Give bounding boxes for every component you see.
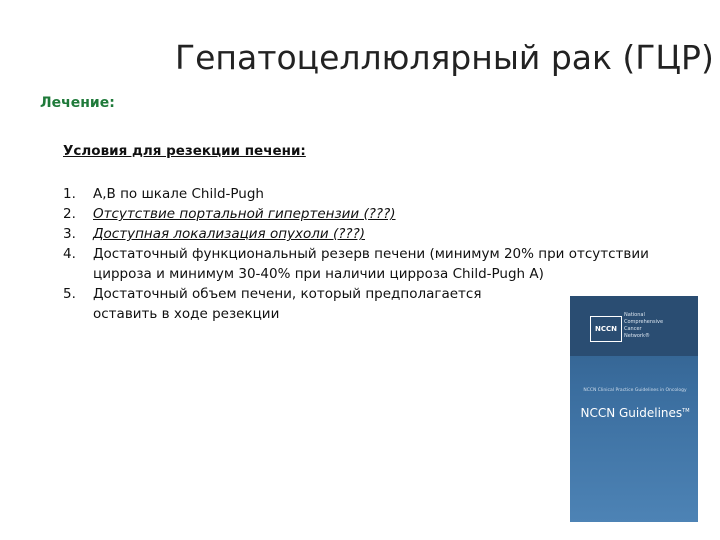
- item-text: Доступная локализация опухоли (???): [93, 226, 366, 242]
- nccn-logo: NCCN: [590, 316, 622, 342]
- item-number: 4.: [63, 246, 76, 262]
- item-number: 1.: [63, 186, 76, 202]
- item-text: A,B по шкале Child-Pugh: [93, 186, 264, 202]
- cover-org-name: National Comprehensive Cancer Network®: [624, 312, 664, 339]
- item-number: 2.: [63, 206, 76, 222]
- item-number: 5.: [63, 286, 76, 302]
- list-item: [63, 204, 693, 224]
- item-text: Достаточный объем печени, который предполагается оставить в ходе резекции: [93, 286, 482, 322]
- list-item: [63, 224, 693, 244]
- slide-title: Гепатоцеллюлярный рак (ГЦР): [175, 38, 714, 77]
- item-text: Достаточный функциональный резерв печени (минимум 20% при отсутствии цирроза и минимум 30-40% при наличии цирроза Child-Pugh A): [93, 246, 649, 282]
- nccn-guidelines-cover-image: [570, 296, 698, 522]
- list-item: [63, 244, 693, 284]
- cover-guidelines-title: NCCN Guidelines™: [580, 406, 690, 420]
- list-subheading: Условия для резекции печени:: [63, 143, 306, 159]
- cover-subtitle: NCCN Clinical Practice Guidelines in Oncology: [583, 388, 687, 393]
- item-number: 3.: [63, 226, 76, 242]
- list-item: [63, 184, 693, 204]
- item-text: Отсутствие портальной гипертензии (???): [93, 206, 396, 222]
- section-heading: Лечение:: [40, 95, 115, 111]
